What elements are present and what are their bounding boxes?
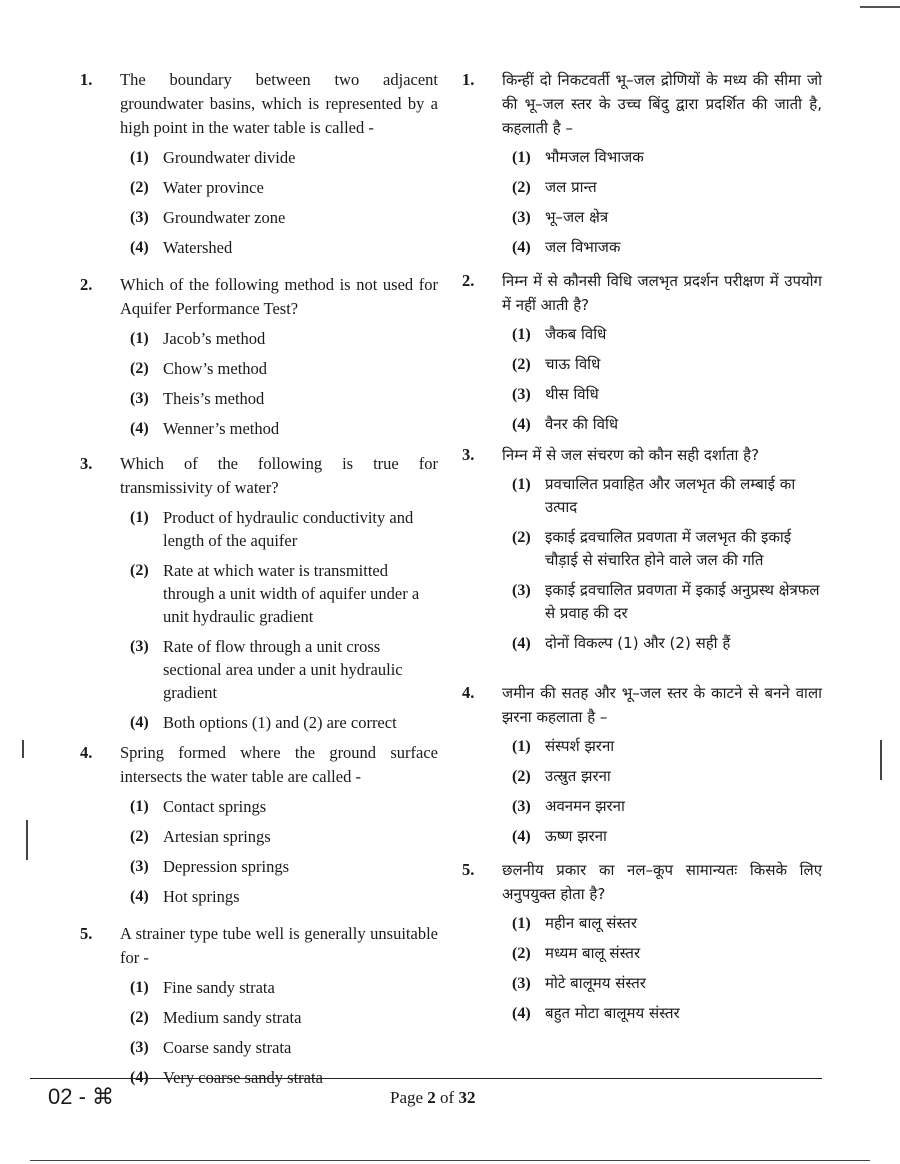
question-text: निम्न में से जल संचरण को कौन सही दर्शाता है? [502,446,760,464]
option-list [120,327,438,440]
top-edge-rule [860,6,900,8]
question-1 [462,68,822,259]
page-label-mid: of [435,1088,459,1107]
option-1 [512,146,822,169]
option-number: (2) [512,768,531,785]
question-number: 3. [80,454,93,473]
option-3 [130,635,438,704]
footer-rule [30,1078,822,1079]
option-number: (3) [130,858,149,875]
question-number: 2. [462,271,475,290]
option-number: (2) [130,828,149,845]
option-2 [512,942,822,965]
option-text: Water province [163,178,264,197]
option-1 [512,473,822,519]
option-4 [130,417,438,440]
option-list [120,795,438,908]
option-3 [130,1036,438,1059]
option-4 [512,825,822,848]
option-1 [130,327,438,350]
option-1 [130,146,438,169]
option-2 [512,353,822,376]
option-2 [130,1006,438,1029]
option-1 [130,795,438,818]
option-number: (2) [512,945,531,962]
option-4 [130,711,438,734]
page-current: 2 [427,1088,436,1107]
option-text: महीन बालू संस्तर [545,914,637,932]
english-column [80,68,438,1096]
option-text: Product of hydraulic conductivity and length of the aquifer [163,508,414,550]
option-text: Coarse sandy strata [163,1038,292,1057]
option-text: Depression springs [163,857,290,876]
option-number: (1) [512,149,531,166]
option-text: दोनों विकल्प (1) और (2) सही हैं [545,634,731,652]
option-number: (2) [130,562,149,579]
option-number: (4) [512,416,531,433]
question-number: 5. [462,860,475,879]
option-number: (1) [512,476,531,493]
option-number: (1) [130,509,149,526]
option-number: (1) [512,915,531,932]
option-4 [130,236,438,259]
option-text: जल विभाजक [545,238,621,256]
option-1 [512,323,822,346]
question-number: 4. [80,743,93,762]
option-number: (4) [130,1069,149,1086]
page-label-prefix: Page [390,1088,428,1107]
option-2 [130,176,438,199]
question-2 [462,269,822,436]
option-number: (1) [130,149,149,166]
question-3 [80,452,438,734]
option-2 [512,526,822,572]
option-text: Fine sandy strata [163,978,275,997]
page-number [390,1088,475,1108]
question-5 [80,922,438,1089]
option-text: जल प्रान्त [545,178,597,196]
question-number: 1. [80,70,93,89]
question-3 [462,443,822,655]
option-2 [512,176,822,199]
option-text: Watershed [163,238,233,257]
option-text: प्रवचालित प्रवाहित और जलभृत की लम्बाई का उत्पाद [545,475,796,516]
question-text: Which of the following is true for transmissivity of water? [120,454,438,497]
option-number: (2) [512,529,531,546]
option-number: (4) [512,635,531,652]
option-number: (1) [130,798,149,815]
option-number: (4) [130,420,149,437]
option-1 [130,506,438,552]
option-text: अवनमन झरना [545,797,625,815]
question-text: जमीन की सतह और भू–जल स्तर के काटने से बनने वाला झरना कहलाता है – [502,684,822,726]
question-4 [462,681,822,848]
option-number: (2) [130,179,149,196]
option-3 [512,972,822,995]
option-4 [512,1002,822,1025]
option-3 [512,383,822,406]
option-list [120,976,438,1089]
margin-mark [26,820,28,860]
option-list [502,146,822,259]
option-text: चाऊ विधि [545,355,601,373]
option-2 [130,559,438,628]
option-3 [130,855,438,878]
option-number: (1) [512,738,531,755]
option-text: मोटे बालूमय संस्तर [545,974,646,992]
option-text: Groundwater divide [163,148,296,167]
question-text: निम्न में से कौनसी विधि जलभृत प्रदर्शन परीक्षण में उपयोग में नहीं आती है? [502,272,822,314]
option-number: (4) [130,239,149,256]
option-text: Chow’s method [163,359,268,378]
question-number: 4. [462,683,475,702]
question-1 [80,68,438,259]
option-number: (4) [130,888,149,905]
question-text: Spring formed where the ground surface intersects the water table are called - [120,743,438,786]
option-4 [512,413,822,436]
question-number: 1. [462,70,475,89]
option-text: उत्स्रुत झरना [545,767,611,785]
option-text: Very coarse sandy strata [163,1068,323,1087]
question-text: छलनीय प्रकार का नल–कूप सामान्यतः किसके लिए अनुपयुक्त होता है? [502,861,822,903]
question-4 [80,741,438,908]
option-1 [512,735,822,758]
option-text: मध्यम बालू संस्तर [545,944,641,962]
option-list [502,735,822,848]
option-text: Hot springs [163,887,240,906]
option-number: (3) [512,209,531,226]
question-text: किन्हीं दो निकटवर्ती भू–जल द्रोणियों के मध्य की सीमा जो की भू–जल स्तर के उच्च बिंदु द्वारा प्रदर्शित की जाती है, कहलाती है – [502,71,822,137]
option-3 [512,795,822,818]
option-text: Artesian springs [163,827,271,846]
option-2 [130,357,438,380]
question-number: 3. [462,445,475,464]
option-text: Jacob’s method [163,329,266,348]
option-text: Medium sandy strata [163,1008,302,1027]
option-number: (3) [130,209,149,226]
option-text: Contact springs [163,797,267,816]
option-text: बहुत मोटा बालूमय संस्तर [545,1004,680,1022]
question-2 [80,273,438,440]
option-1 [512,912,822,935]
option-list [120,146,438,259]
option-3 [130,206,438,229]
option-number: (3) [130,638,149,655]
option-text: Rate of flow through a unit cross sectional area under a unit hydraulic gradient [163,637,403,702]
option-text: संस्पर्श झरना [545,737,615,755]
option-text: Groundwater zone [163,208,286,227]
option-text: Wenner’s method [163,419,280,438]
option-2 [130,825,438,848]
option-1 [130,976,438,999]
option-text: भू–जल क्षेत्र [545,208,609,226]
option-number: (3) [512,386,531,403]
option-text: इकाई द्रवचालित प्रवणता में इकाई अनुप्रस्थ क्षेत्रफल से प्रवाह की दर [545,581,820,622]
question-number: 2. [80,275,93,294]
option-3 [512,206,822,229]
option-text: जैकब विधि [545,325,607,343]
option-list [502,323,822,436]
option-number: (3) [512,582,531,599]
option-number: (4) [512,1005,531,1022]
option-number: (3) [512,798,531,815]
option-number: (2) [130,1009,149,1026]
bottom-edge-rule [30,1160,870,1161]
option-text: ऊष्ण झरना [545,827,607,845]
option-number: (4) [512,239,531,256]
hindi-column [462,68,822,1032]
option-number: (2) [512,356,531,373]
option-4 [130,885,438,908]
option-number: (3) [512,975,531,992]
option-text: Rate at which water is transmitted through a unit width of aquifer under a unit hydraulic gradient [163,561,420,626]
option-number: (3) [130,1039,149,1056]
option-number: (1) [130,979,149,996]
option-number: (1) [130,330,149,347]
question-5 [462,858,822,1025]
booklet-code: 02 - ⌘ [48,1084,115,1109]
option-4 [512,236,822,259]
option-4 [512,632,822,655]
option-list [120,506,438,734]
option-list [502,473,822,655]
option-text: Theis’s method [163,389,265,408]
option-text: भौमजल विभाजक [545,148,644,166]
question-number: 5. [80,924,93,943]
option-number: (2) [130,360,149,377]
question-text: The boundary between two adjacent groundwater basins, which is represented by a high point in the water table is called - [120,70,438,137]
option-text: थीस विधि [545,385,599,403]
option-3 [512,579,822,625]
question-text: Which of the following method is not used for Aquifer Performance Test? [120,275,438,318]
question-text: A strainer type tube well is generally unsuitable for - [120,924,438,967]
option-3 [130,387,438,410]
option-2 [512,765,822,788]
option-text: इकाई द्रवचालित प्रवणता में जलभृत की इकाई चौड़ाई से संचारित होने वाले जल की गति [545,528,792,569]
option-number: (1) [512,326,531,343]
option-number: (3) [130,390,149,407]
option-number: (4) [512,828,531,845]
option-number: (2) [512,179,531,196]
margin-mark [880,740,882,780]
option-text: Both options (1) and (2) are correct [163,713,397,732]
margin-mark [22,740,24,758]
option-list [502,912,822,1025]
option-text: वैनर की विधि [545,415,619,433]
option-number: (4) [130,714,149,731]
page-total: 32 [458,1088,476,1107]
